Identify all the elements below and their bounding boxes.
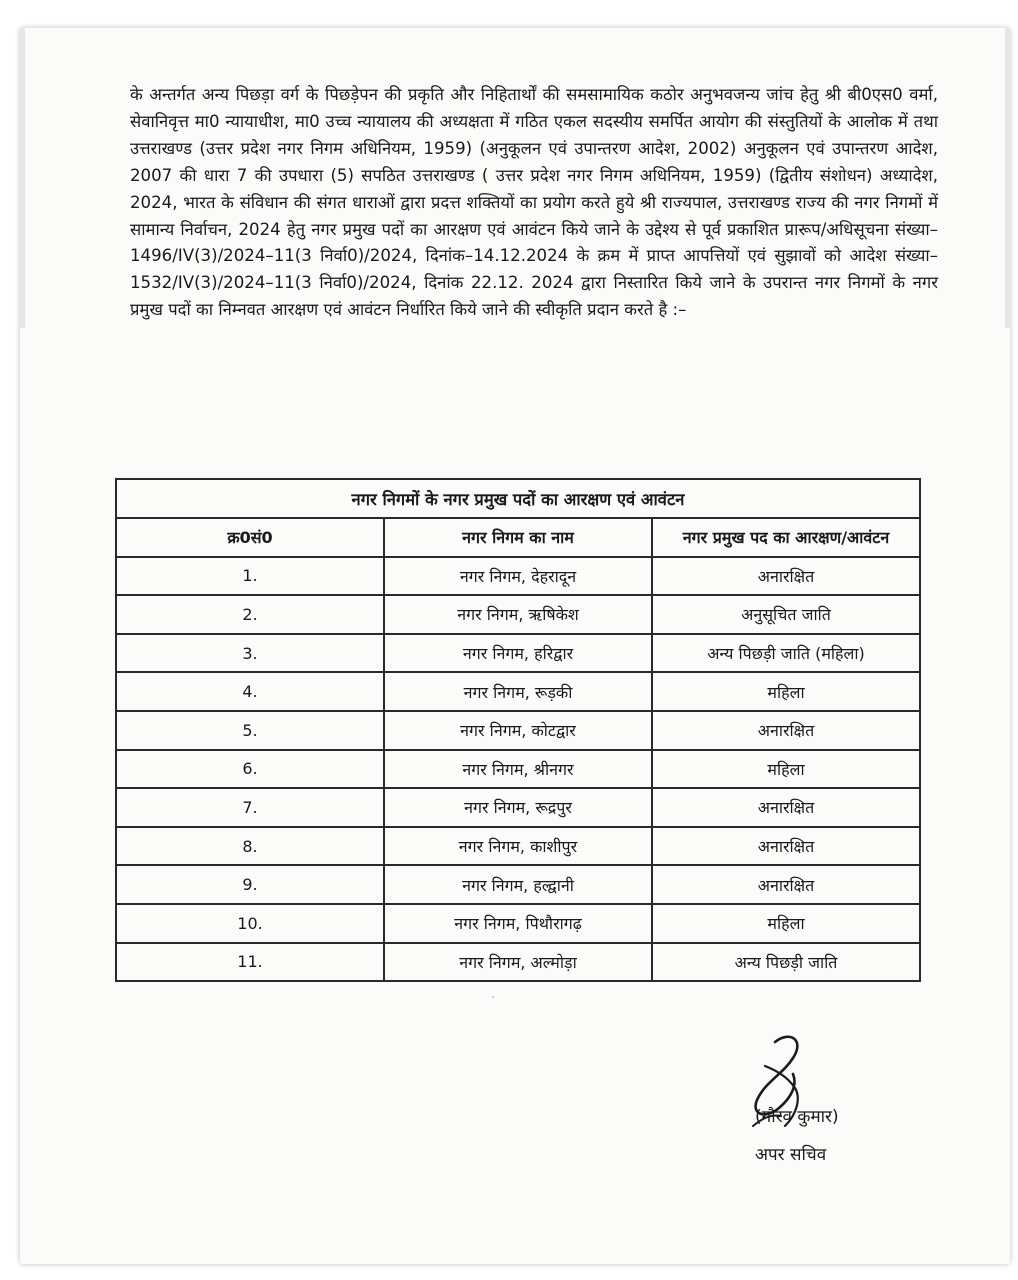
reservation-category: महिला: [652, 750, 920, 789]
table-row: [116, 595, 920, 634]
reservation-table: [115, 478, 921, 982]
header-corporation-name: नगर निगम का नाम: [384, 518, 652, 557]
corporation-name: नगर निगम, पिथौरागढ़: [384, 904, 652, 943]
header-serial-no: क्र0सं0: [116, 518, 384, 557]
serial-no: 1.: [116, 557, 384, 596]
signature-block: [735, 1030, 895, 1170]
page-edge-shadow-right: [1005, 28, 1010, 328]
serial-no: 3.: [116, 634, 384, 673]
corporation-name: नगर निगम, काशीपुर: [384, 827, 652, 866]
corporation-name: नगर निगम, हल्द्वानी: [384, 865, 652, 904]
table-row: [116, 750, 920, 789]
table-header-row: [116, 518, 920, 557]
table-row: [116, 788, 920, 827]
signatory-name: (गौरव कुमार): [755, 1107, 839, 1127]
serial-no: 5.: [116, 711, 384, 750]
table-row: [116, 557, 920, 596]
corporation-name: नगर निगम, हरिद्वार: [384, 634, 652, 673]
serial-no: 6.: [116, 750, 384, 789]
serial-no: 4.: [116, 672, 384, 711]
table-row: [116, 904, 920, 943]
reservation-category: अन्य पिछड़ी जाति (महिला): [652, 634, 920, 673]
reservation-category: अनारक्षित: [652, 711, 920, 750]
reservation-category: महिला: [652, 904, 920, 943]
table-caption: नगर निगमों के नगर प्रमुख पदों का आरक्षण एवं आवंटन: [116, 479, 920, 518]
reservation-category: अनारक्षित: [652, 865, 920, 904]
corporation-name: नगर निगम, रूड़की: [384, 672, 652, 711]
order-paragraph: के अन्तर्गत अन्य पिछड़ा वर्ग के पिछड़ेपन की प्रकृति और निहितार्थों की समसामायिक कठोर अनुभवजन्य जांच हेतु श्री बी0एस0 वर्मा, सेवानिवृत्त मा0 न्यायाधीश, मा0 उच्च न्यायालय की अध्यक्षता में गठित एकल सदस्यीय समर्पित आयोग की संस्तुतियों के आलोक में तथा उत्तराखण्ड (उत्तर प्रदेश नगर निगम अधिनियम, 1959) (अनुकूलन एवं उपान्तरण आदेश, 2002) अनुकूलन एवं उपान्तरण आदेश, 2007 की धारा 7 की उपधारा (5) सपठित उत्तराखण्ड ( उत्तर प्रदेश नगर निगम अधिनियम, 1959) (द्वितीय संशोधन) अध्यादेश, 2024, भारत के संविधान की संगत धाराओं द्वारा प्रदत्त शक्तियों का प्रयोग करते हुये श्री राज्यपाल, उत्तराखण्ड राज्य की नगर निगमों में सामान्य निर्वाचन, 2024 हेतु नगर प्रमुख पदों का आरक्षण एवं आवंटन किये जाने के उद्देश्य से पूर्व प्रकाशित प्रारूप/अधिसूचना संख्या–1496/IV(3)/2024–11(3 निर्वा0)/2024, दिनांक–14.12.2024 के क्रम में प्राप्त आपत्तियों एवं सुझावों को आदेश संख्या–1532/IV(3)/2024–11(3 निर्वा0)/2024, दिनांक 22.12. 2024 द्वारा निस्तारित किये जाने के उपरान्त नगर निगमों के नगर प्रमुख पदों का निम्नवत आरक्षण एवं आवंटन निर्धारित किये जाने की स्वीकृति प्रदान करते है :–: [130, 85, 938, 320]
table-row: [116, 711, 920, 750]
serial-no: 2.: [116, 595, 384, 634]
corporation-name: नगर निगम, देहरादून: [384, 557, 652, 596]
serial-no: 11.: [116, 943, 384, 982]
table-row: [116, 672, 920, 711]
reservation-category: अनारक्षित: [652, 827, 920, 866]
reservation-category: अन्य पिछड़ी जाति: [652, 943, 920, 982]
table-row: [116, 865, 920, 904]
corporation-name: नगर निगम, अल्मोड़ा: [384, 943, 652, 982]
page-edge-shadow-left: [20, 28, 25, 328]
corporation-name: नगर निगम, कोटद्वार: [384, 711, 652, 750]
table-caption-row: [116, 479, 920, 518]
serial-no: 9.: [116, 865, 384, 904]
table-row: [116, 943, 920, 982]
reservation-category: अनारक्षित: [652, 557, 920, 596]
corporation-name: नगर निगम, रूद्रपुर: [384, 788, 652, 827]
reservation-category: अनुसूचित जाति: [652, 595, 920, 634]
table-row: [116, 827, 920, 866]
signatory-designation: अपर सचिव: [755, 1145, 827, 1165]
paper-speck: [492, 996, 494, 998]
header-reservation: नगर प्रमुख पद का आरक्षण/आवंटन: [652, 518, 920, 557]
reservation-category: महिला: [652, 672, 920, 711]
table-row: [116, 634, 920, 673]
corporation-name: नगर निगम, श्रीनगर: [384, 750, 652, 789]
serial-no: 7.: [116, 788, 384, 827]
corporation-name: नगर निगम, ऋषिकेश: [384, 595, 652, 634]
serial-no: 10.: [116, 904, 384, 943]
reservation-category: अनारक्षित: [652, 788, 920, 827]
serial-no: 8.: [116, 827, 384, 866]
